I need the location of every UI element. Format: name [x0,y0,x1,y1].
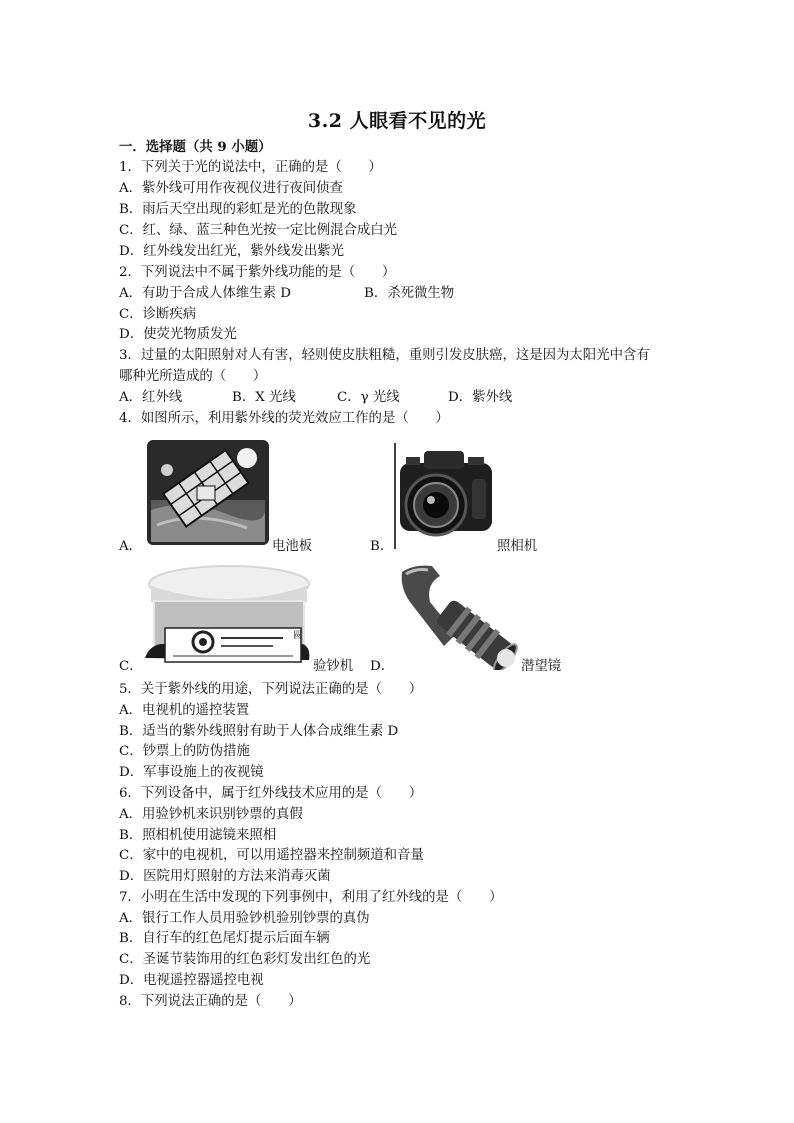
q3-option-c: C．γ 光线 [337,390,400,405]
q8-stem: 8．下列说法正确的是（ ） [119,994,302,1009]
q5-option-b: B．适当的紫外线照射有助于人体合成维生素 D [119,724,399,739]
q4-option-d-letter: D． [370,659,395,674]
q5-option-a: A．电视机的遥控装置 [119,703,250,718]
page-title: 3.2 人眼看不见的光 [307,110,487,132]
q5-option-d: D．军事设施上的夜视镜 [119,765,264,780]
q6-option-c: C．家中的电视机，可以用遥控器来控制频道和音量 [119,848,424,863]
q6-option-a: A．用验钞机来识别钞票的真假 [119,807,303,822]
q6-option-b: B．照相机使用滤镜来照相 [119,828,277,843]
q4-figure-camera [394,443,494,549]
q2-option-c: C．诊断疾病 [119,307,197,322]
q3-option-b: B．X 光线 [232,390,296,405]
q7-option-d: D．电视遥控器遥控电视 [119,973,264,988]
q2-option-d: D．使荧光物质发光 [119,327,237,342]
q7-option-a: A．银行工作人员用验钞机验别钞票的真伪 [119,911,370,926]
q6-option-d: D．医院用灯照射的方法来消毒灭菌 [119,869,331,884]
q1-option-c: C．红、绿、蓝三种色光按一定比例混合成白光 [119,223,398,238]
q4-option-b-letter: B． [370,539,394,554]
q3-option-a: A．红外线 [119,390,183,405]
q2-stem: 2．下列说法中不属于紫外线功能的是（ ） [119,265,396,280]
q5-option-c: C．钞票上的防伪措施 [119,744,250,759]
q1-option-a: A．紫外线可用作夜视仪进行夜间侦查 [119,181,343,196]
q2-option-b: B．杀死微生物 [364,286,455,301]
q6-stem: 6．下列设备中，属于红外线技术应用的是（ ） [119,786,423,801]
q4-option-a-caption: 电池板 [272,539,313,554]
q3-stem-line2: 哪种光所造成的（ ） [119,369,267,384]
q4-figure-solar-panel [147,440,269,545]
q2-option-a: A．有助于合成人体维生素 D [119,286,291,301]
q4-option-a-letter: A． [119,539,143,554]
q4-option-c-caption: 验钞机 [313,659,354,674]
q1-stem: 1．下列关于光的说法中，正确的是（ ） [119,160,382,175]
q4-option-b-caption: 照相机 [497,539,538,554]
q4-option-c-letter: C． [119,659,143,674]
q4-option-d-caption: 潜望镜 [521,659,562,674]
q7-option-b: B．自行车的红色尾灯提示后面车辆 [119,931,330,946]
q4-stem: 4．如图所示，利用紫外线的荧光效应工作的是（ ） [119,411,449,426]
q1-option-b: B．雨后天空出现的彩虹是光的色散现象 [119,202,357,217]
banknote-text: 圆 [293,631,303,641]
q7-option-c: C．圣诞节装饰用的红色彩灯发出红色的光 [119,952,371,967]
q5-stem: 5．关于紫外线的用途，下列说法正确的是（ ） [119,682,423,697]
section-heading: 一．选择题（共 9 小题） [119,139,272,155]
q4-figure-periscope [396,562,522,670]
q1-option-d: D．红外线发出红光，紫外线发出紫光 [119,244,344,259]
q4-figure-money-detector [143,562,313,672]
q3-option-d: D．紫外线 [448,390,513,405]
q3-stem-line1: 3．过量的太阳照射对人有害，轻则使皮肤粗糙，重则引发皮肤癌，这是因为太阳光中含有 [119,348,650,363]
q7-stem: 7．小明在生活中发现的下列事例中，利用了红外线的是（ ） [119,890,503,905]
